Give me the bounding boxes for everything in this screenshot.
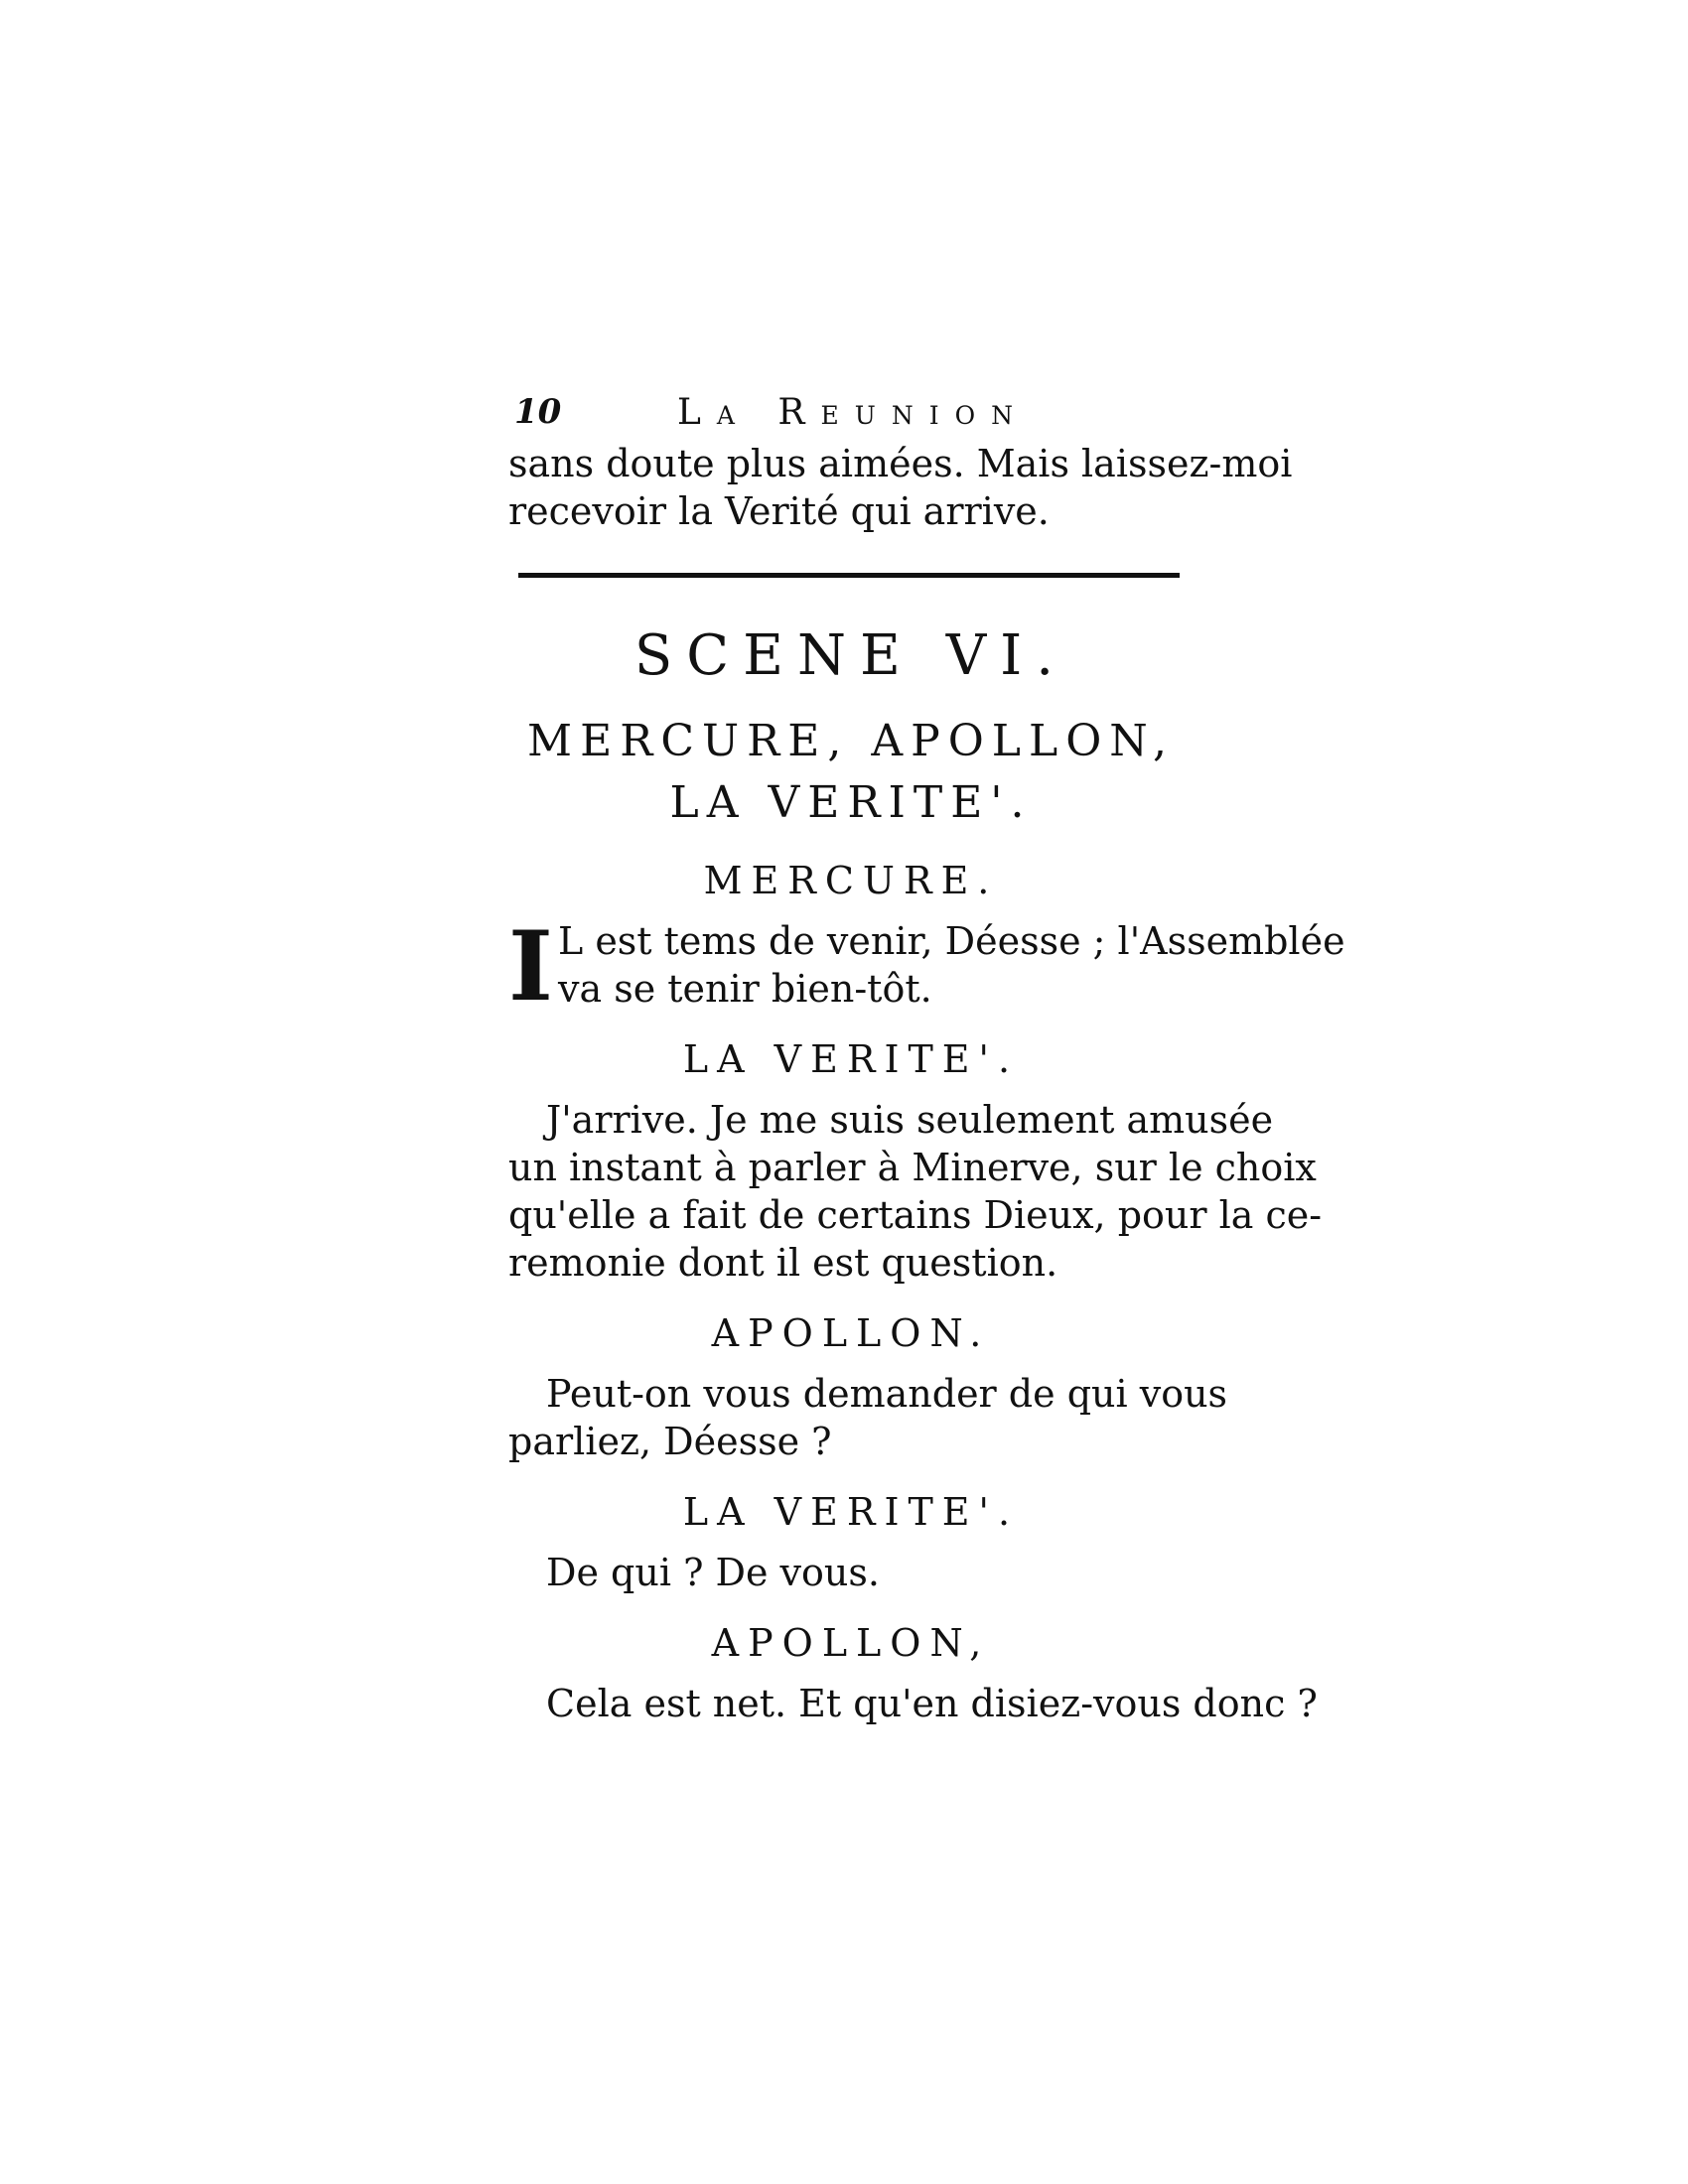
book-page [508, 392, 1345, 1727]
speech-line: un instant à parler à Minerve, sur le choix [508, 1146, 1317, 1189]
speech-line: qu'elle a fait de certains Dieux, pour la ce- [508, 1193, 1323, 1237]
characters-line: LA VERITE'. [669, 777, 1033, 828]
speech-line: L est tems de venir, Déesse ; l'Assemblée [558, 919, 1345, 963]
page-number: 10 [514, 392, 562, 432]
speech-line: De qui ? De vous. [546, 1551, 880, 1594]
speaker-name: MERCURE. [703, 859, 999, 902]
speech-block [508, 1370, 1228, 1465]
speaker-name: LA VERITE'. [682, 1037, 1020, 1081]
text-line: recevoir la Verité qui arrive. [508, 489, 1050, 533]
speaker-name: APOLLON. [711, 1311, 991, 1355]
speech-line: Cela est net. Et qu'en disiez-vous donc ? [546, 1682, 1318, 1725]
characters-line: MERCURE, APOLLON, [527, 716, 1175, 766]
speech-block [508, 910, 1345, 1023]
speech-line: parliez, Déesse ? [508, 1420, 832, 1463]
scene-characters [508, 711, 1194, 834]
scene-title: SCENE VI. [633, 623, 1068, 688]
running-head [508, 392, 1194, 440]
speech-block [508, 1680, 1318, 1727]
speaker-name: LA VERITE'. [682, 1490, 1020, 1534]
speech-line: Peut-on vous demander de qui vous [546, 1372, 1228, 1416]
text-line: sans doute plus aimées. Mais laissez-moi [508, 442, 1293, 485]
drop-cap: I [508, 910, 553, 1023]
section-rule [518, 573, 1180, 578]
speech-line: remonie dont il est question. [508, 1241, 1058, 1285]
speech-line: va se tenir bien-tôt. [558, 967, 932, 1011]
speech-block [508, 1096, 1323, 1287]
speaker-name: APOLLON, [711, 1621, 991, 1665]
speech-block [508, 1549, 1194, 1596]
running-title: La Reunion [677, 392, 1029, 433]
speech-line: J'arrive. Je me suis seulement amusée [546, 1098, 1274, 1142]
